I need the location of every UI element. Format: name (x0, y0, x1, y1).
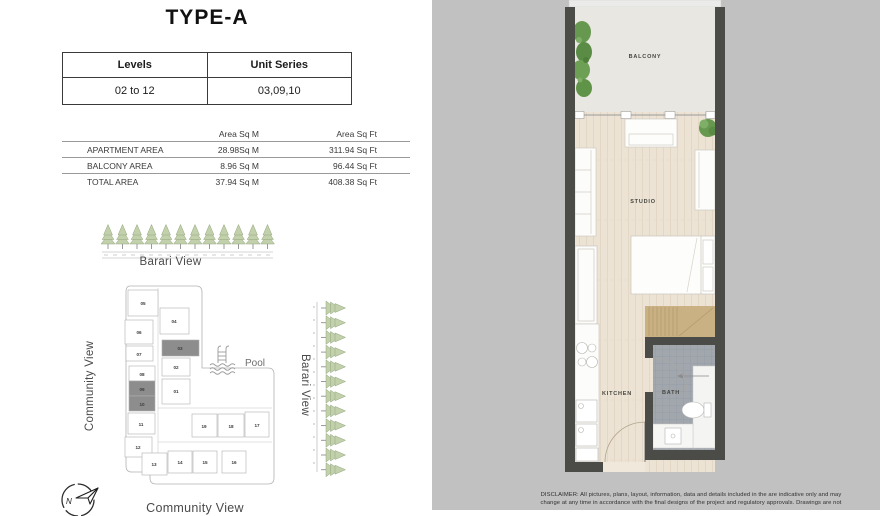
balcony-railing (569, 0, 721, 7)
apartment-area-sqm: 28.98Sq M (187, 142, 259, 158)
unit-cell-19 (192, 414, 217, 437)
console-table (625, 119, 677, 147)
area-sqm-header: Area Sq M (218, 128, 259, 139)
levels-header: Levels (63, 53, 208, 78)
unit-cell-06 (125, 320, 153, 344)
unit-series-header: Unit Series (207, 53, 352, 78)
bath-label: BATH (661, 390, 681, 396)
pine-tree-icons (321, 301, 346, 477)
svg-text:16: 16 (231, 460, 237, 465)
svg-text:15: 15 (202, 460, 208, 465)
svg-text:19: 19 (201, 424, 207, 429)
apartment-area-sqft: 311.94 Sq Ft (259, 142, 410, 158)
unit-cell-05 (128, 290, 158, 316)
svg-text:07: 07 (136, 352, 142, 357)
tree-row-right (308, 296, 363, 478)
table-row (62, 174, 410, 190)
total-area-label: TOTAL AREA (62, 174, 187, 190)
page-title: TYPE-A (165, 6, 249, 29)
barari-view-top-label: Barari View (139, 256, 202, 268)
community-view-bottom-label: Community View (146, 501, 244, 515)
levels-table (62, 52, 352, 105)
disclaimer-line1: DISCLAIMER: All pictures, plans, layout, information, data and details included in the are indicative only and may (540, 492, 842, 498)
unit-cell-07 (126, 346, 153, 361)
levels-value: 02 to 12 (63, 78, 208, 105)
site-plan (112, 282, 282, 488)
toilet (682, 402, 711, 418)
wardrobe (645, 306, 715, 337)
unit-cell-09 (129, 381, 155, 396)
svg-text:17: 17 (254, 423, 260, 428)
unit-cell-02 (162, 358, 190, 376)
unit-cell-14 (168, 451, 192, 473)
unit-cell-18 (218, 414, 244, 437)
svg-text:06: 06 (136, 330, 142, 335)
svg-text:08: 08 (139, 372, 145, 377)
table-row (62, 142, 410, 158)
area-header-row (62, 126, 410, 142)
svg-text:11: 11 (138, 422, 144, 427)
unit-cell-03 (162, 340, 199, 356)
total-area-sqft: 408.38 Sq Ft (259, 174, 410, 190)
svg-text:05: 05 (140, 301, 146, 306)
unit-cell-08 (129, 366, 155, 381)
balcony-area-sqm: 8.96 Sq M (187, 158, 259, 174)
floor-plan (565, 0, 725, 480)
total-area-sqm: 37.94 Sq M (187, 174, 259, 190)
balcony-area-sqft: 96.44 Sq Ft (259, 158, 410, 174)
svg-text:09: 09 (139, 387, 145, 392)
pine-tree-icons (101, 225, 275, 250)
compass-icon (36, 476, 120, 516)
svg-text:02: 02 (173, 365, 179, 370)
pool-label: Pool (245, 358, 266, 369)
bath-vanity (653, 424, 693, 448)
unit-cell-04 (160, 308, 189, 334)
studio-label: STUDIO (630, 199, 656, 205)
svg-text:01: 01 (173, 389, 179, 394)
unit-cell-16 (222, 451, 246, 473)
sofa (575, 148, 596, 236)
balcony-label: BALCONY (628, 54, 662, 60)
unit-cell-17 (245, 412, 269, 437)
table-row (62, 158, 410, 174)
svg-text:13: 13 (151, 462, 157, 467)
kitchen-label: KITCHEN (601, 391, 633, 397)
barari-view-right-label: Barari View (299, 354, 311, 416)
svg-text:10: 10 (139, 402, 145, 407)
unit-cell-10 (129, 396, 155, 411)
unit-cell-13 (142, 453, 167, 475)
unit-cell-11 (128, 413, 155, 434)
tree-row-top (100, 212, 275, 262)
kitchen-units (575, 246, 599, 462)
unit-cell-01 (162, 379, 190, 404)
svg-text:04: 04 (171, 319, 177, 324)
svg-text:12: 12 (135, 445, 141, 450)
disclaimer-line2: change at any time in accordance with the final designs of the project and regulatory approvals. Drawings are not (540, 500, 842, 506)
compass-north-label: N (66, 497, 72, 506)
area-sqft-header: Area Sq Ft (336, 128, 377, 139)
bed (631, 236, 715, 294)
unit-series-value: 03,09,10 (207, 78, 352, 105)
unit-cell-15 (193, 451, 217, 473)
disclaimer-text (505, 491, 877, 507)
svg-text:03: 03 (177, 346, 183, 351)
svg-text:14: 14 (177, 460, 183, 465)
svg-text:18: 18 (228, 424, 234, 429)
desk (695, 150, 715, 210)
area-table (62, 126, 410, 189)
balcony-area-label: BALCONY AREA (62, 158, 187, 174)
apartment-area-label: APARTMENT AREA (62, 142, 187, 158)
community-view-left-label: Community View (84, 340, 96, 432)
